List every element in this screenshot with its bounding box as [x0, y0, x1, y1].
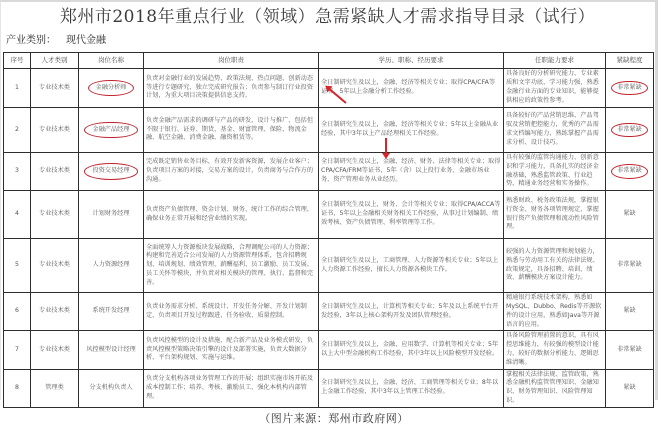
cell-talent-type: 专业技术类	[31, 239, 79, 293]
cell-position: 系统开发经理	[79, 293, 144, 331]
cell-position: 计划财务经理	[79, 191, 144, 239]
cell-requirements: 全日制研究生及以上，金融、应用数学、计算机等相关专业；5年以上大中型金融机构工作经验，其中3年以上风险模型开发经验。	[319, 331, 504, 369]
cell-shortage: 紧缺	[606, 191, 654, 239]
cell-requirements: 全日制研究生及以上，金融、经济、财务、法律等相关专业；取得CPA/CFA/FRM等证书，5年（含）以上投行业务、金融市场业务、资产管理业务从业经历。	[319, 153, 504, 191]
circled-shortage: 非常紧缺	[611, 81, 648, 96]
table-row	[4, 191, 654, 239]
cell-shortage: 紧缺	[606, 369, 654, 407]
cell-position: 风控模型设计经理	[79, 331, 144, 369]
circled-shortage: 非常紧缺	[611, 123, 648, 138]
circled-position: 金融分析师	[88, 80, 135, 97]
cell-position: 人力资源经理	[79, 239, 144, 293]
cell-abilities: 精通银行系统技术架构，熟悉如MySQL、Dubbo、Redis等开源软件的设计应用，熟悉如Java等开源语言的应用。	[504, 293, 606, 331]
cell-requirements: 全日制研究生及以上，金融、经济等相关专业；5年以上金融从业经验，其中3年以上产品经理相关工作经验。	[319, 108, 504, 153]
cell-duties: 负责分支机构各项业务管理工作的开展；组织实施市场开拓及成本控制工作；培养、考核、激励员工，强化本机构内部管理。	[144, 369, 319, 407]
cell-position	[79, 108, 144, 153]
cell-requirements: 全日制研究生及以上，工商管理、人力资源等相关专业；5年以上人力资源工作经验，擅长人力资源各模块工作。	[319, 239, 504, 293]
cell-shortage: 非常紧缺	[606, 239, 654, 293]
cell-duties: 负责金融产品需求的调研与产品的研发、设计与推广，包括但不限于银行、证券、期货、基金、财富管理、保险、物流金融、航空金融、消费金融、融资租赁等。	[144, 108, 319, 153]
cell-talent-type: 专业技术类	[31, 293, 79, 331]
cell-requirements: 全日制研究生及以上，财务、会计等相关专业；取得CPA/ACCA等证书，5年以上金融相关财务相关工作经验，从事过计划编制、绩效考核、资产负债管理、利率管理等工作。	[319, 191, 504, 239]
cell-requirements: 全日制研究生及以上，计算机等相关专业；5年及以上系统平台开发经验，3年以上核心架构开发及团队管理经验。	[319, 293, 504, 331]
cell-abilities: 掌握相关法律法规、监管政策，熟悉金融机构监管管理知识、金融知识、财务管理知识、风险管理知识。	[504, 369, 606, 407]
header-no: 序号	[4, 53, 31, 69]
red-arrow-annotation-row3	[385, 138, 387, 154]
cell-talent-type: 专业技术类	[31, 191, 79, 239]
cell-abilities: 具有较强的监管沟通能力、创新意识和学习能力，具备扎实的经济金融基础，熟悉监管政策、行业趋势，精通业务经营和实务操作。	[504, 153, 606, 191]
cell-abilities: 具备风险管理前置的意识，具有风控思维能力，有较强的模型设计能力，较好的数据分析能力，逻辑思维清晰。	[504, 331, 606, 369]
cell-position	[79, 153, 144, 191]
cell-abilities: 熟悉财政、税务政策法规，掌握银行资金、财务各项管理规定，掌握银行资产负债管理和流动性风险管理。	[504, 191, 606, 239]
circled-position: 投资交易经理	[84, 163, 137, 180]
circled-shortage: 非常紧缺	[611, 164, 648, 179]
cell-duties: 负责业务需求分析、系统设计、开发任务分解、开发计划制定，负责项目开发过程跟进、任务验收、质量控制。	[144, 293, 319, 331]
cell-talent-type: 专业技术类	[31, 153, 79, 191]
cell-duties: 全面统筹人力资源板块发展战略，合理调配公司的人力资源；构建和完善适合公司发展的人力资源管理体系，包含招聘规划、培训规划、绩效管理、薪酬福利、员工激励、员工发展、员工关怀等模块，并负责对相关模块的管理、执行、监督和完善。	[144, 239, 319, 293]
cell-abilities: 具备较好的产品营销思维、产品驾驭及营销把控能力，优秀的产品需求文档编写能力，熟练掌握产品需求分析、设计技巧。	[504, 108, 606, 153]
cell-no: 8	[4, 369, 31, 407]
table-row	[4, 153, 654, 191]
cell-shortage: 非常紧缺	[606, 331, 654, 369]
image-source-caption: （图片来源：郑州市政府网）	[259, 412, 409, 425]
cell-shortage	[606, 153, 654, 191]
cell-position: 分支机构负责人	[79, 369, 144, 407]
cell-duties: 负责资产负债管理、资金计划、财务、统计工作的综合管理，确保业务正常开展和经营业绩的实现。	[144, 191, 319, 239]
circled-position: 金融产品经理	[84, 122, 137, 139]
cell-requirements: 全日制研究生及以上，金融、经济、工商管理等相关专业；8年以上金融工作经验，其中3年以上管理工作经验。	[319, 369, 504, 407]
cell-talent-type: 专业技术类	[31, 69, 79, 108]
table-row	[4, 369, 654, 407]
cell-talent-type: 管理类	[31, 369, 79, 407]
category-value: 现代金融	[66, 35, 106, 46]
cell-requirements: 全日制研究生及以上，金融、经济等相关专业；取得CPA/CFA等证书，5年以上金融分析工作经验。	[319, 69, 504, 108]
cell-no: 4	[4, 191, 31, 239]
cell-no: 5	[4, 239, 31, 293]
cell-position	[79, 69, 144, 108]
cell-shortage	[606, 69, 654, 108]
header-talent-type: 人才类别	[31, 53, 79, 69]
cell-abilities: 具备良好的分析研究能力、专业素质和文字功底，学习能力强，熟悉金融行业方面的专业知识，能够提供相应的政策性参考。	[504, 69, 606, 108]
header-shortage: 紧缺程度	[606, 53, 654, 69]
table-header-row	[4, 53, 654, 69]
header-abilities: 任职能力要求	[504, 53, 606, 69]
table-row	[4, 293, 654, 331]
header-duties: 岗位职责	[144, 53, 319, 69]
cell-talent-type: 专业技术类	[31, 108, 79, 153]
talent-catalog-table	[3, 52, 654, 408]
cell-no: 6	[4, 293, 31, 331]
document-title: 郑州市2018年重点行业（领域）急需紧缺人才需求指导目录（试行）	[59, 7, 596, 27]
cell-shortage	[606, 108, 654, 153]
cell-no: 2	[4, 108, 31, 153]
cell-talent-type: 专业技术类	[31, 331, 79, 369]
cell-duties: 完成既定销售业务目标，有效开发新客资源，发展企业客户；负责项目方案的对接，交易方案的设计，负责商务与合作方的沟通。	[144, 153, 319, 191]
table-row	[4, 108, 654, 153]
cell-no: 3	[4, 153, 31, 191]
cell-abilities: 较强的人力资源管理和规划能力，熟悉与劳动用工有关的法律法规、政策规定，具备招聘、培训、绩效、薪酬模块方案设计能力。	[504, 239, 606, 293]
cell-shortage: 紧缺	[606, 293, 654, 331]
cell-no: 1	[4, 69, 31, 108]
industry-category	[6, 34, 106, 48]
category-label: 产业类别：	[6, 35, 56, 46]
cell-duties: 负责风控模型的设计及措施，配合新产品及业务模式研发，负责风控模型策略决策引擎的设计及部署实施，负责大数据分析、平台架构规划、实施与运维。	[144, 331, 319, 369]
cell-no: 7	[4, 331, 31, 369]
table-row	[4, 239, 654, 293]
table-row	[4, 331, 654, 369]
header-position: 岗位名称	[79, 53, 144, 69]
cell-duties: 负责对金融行业的发展趋势、政策法规、热点问题、创新动态等进行专题研究，独立完成研究报告；负责参与制订行业投资计划，为重大项目决策提供信息支持。	[144, 69, 319, 108]
header-requirements: 学历、职称、经历要求	[319, 53, 504, 69]
